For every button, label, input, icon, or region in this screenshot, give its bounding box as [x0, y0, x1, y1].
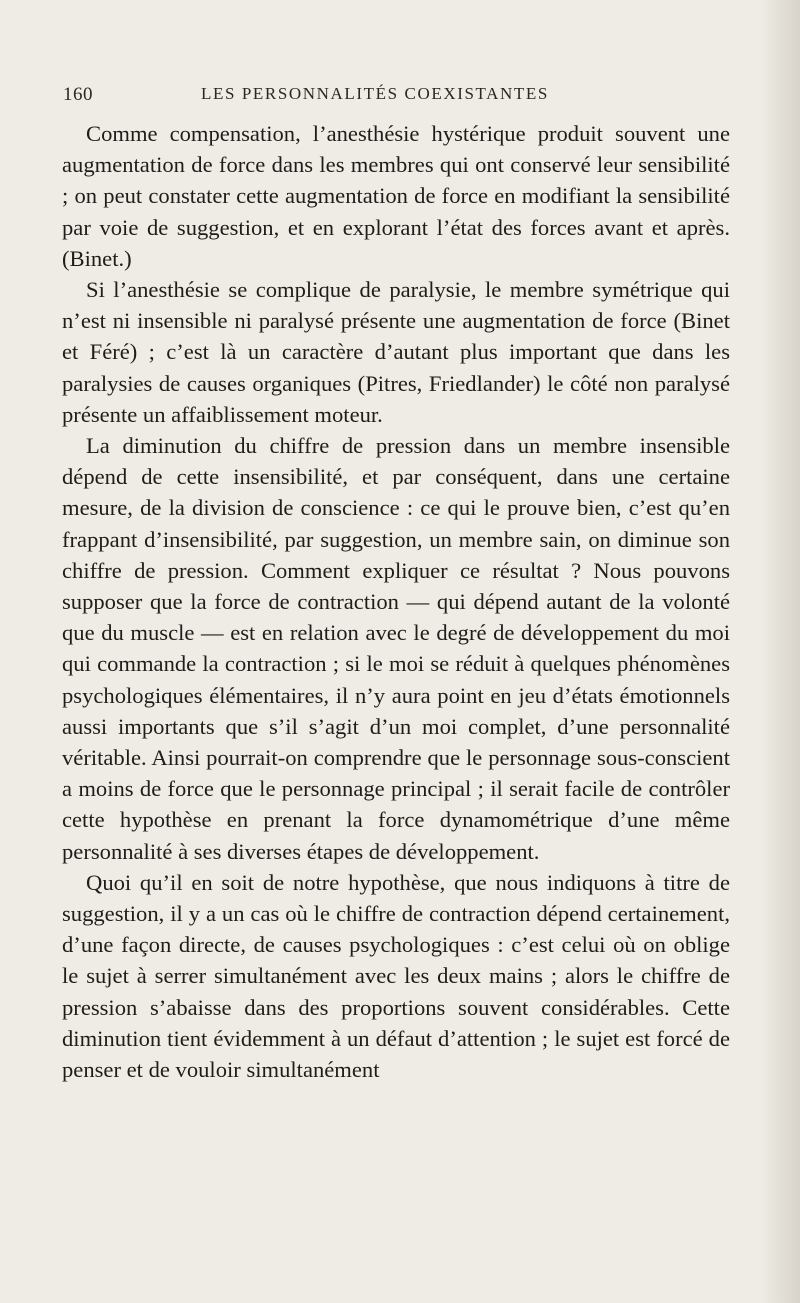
page-number: 160: [63, 84, 93, 105]
paragraph: Si l’anesthésie se complique de paralysie, le membre symétrique qui n’est ni insensible ni paralysé présente une augmentation de force (Binet et Féré) ; c’est là un caractère d’autant plus important que dans les paralysies de causes organiques (Pitres, Friedlander) le côté non paralysé présente un affaiblissement moteur.: [62, 277, 730, 427]
running-header: [63, 84, 723, 112]
paragraph: Comme compensation, l’anesthésie hystérique produit souvent une augmentation de force dans les membres qui ont conservé leur sensibilité ; on peut constater cette augmentation de force en modifiant la sensibilité par voie de suggestion, et en explorant l’état des forces avant et après. (Binet.): [62, 121, 730, 271]
paragraph: Quoi qu’il en soit de notre hypothèse, que nous indiquons à titre de suggestion, il y a un cas où le chiffre de contraction dépend certainement, d’une façon directe, de causes psychologiques : c’est celui où on oblige le sujet à serrer simultanément avec les deux mains ; alors le chiffre de pression s’abaisse dans des proportions souvent considérables. Cette diminution tient évidemment à un défaut d’attention ; le sujet est forcé de penser et de vouloir simultanément: [62, 869, 730, 1083]
running-title: LES PERSONNALITÉS COEXISTANTES: [201, 84, 549, 103]
page-edge-shadow: [760, 0, 800, 1303]
paragraph: La diminution du chiffre de pression dans un membre insensible dépend de cette insensibilité, et par conséquent, dans une certaine mesure, de la division de conscience : ce qui le prouve bien, c’est qu’en frappant d’insensibilité, par suggestion, un membre sain, on diminue son chiffre de pression. Comment expliquer ce résultat ? Nous pouvons supposer que la force de contraction — qui dépend autant de la volonté que du muscle — est en relation avec le degré de développement du moi qui commande la contraction ; si le moi se réduit à quelques phénomènes psychologiques élémentaires, il n’y aura point en jeu d’états émotionnels aussi importants que s’il s’agit d’un moi complet, d’une personnalité véritable. Ainsi pourrait-on comprendre que le personnage sous-conscient a moins de force que le personnage principal ; il serait facile de contrôler cette hypothèse en prenant la force dynamométrique d’une même personnalité à ses diverses étapes de développement.: [62, 433, 730, 864]
body-text: [62, 118, 730, 1085]
